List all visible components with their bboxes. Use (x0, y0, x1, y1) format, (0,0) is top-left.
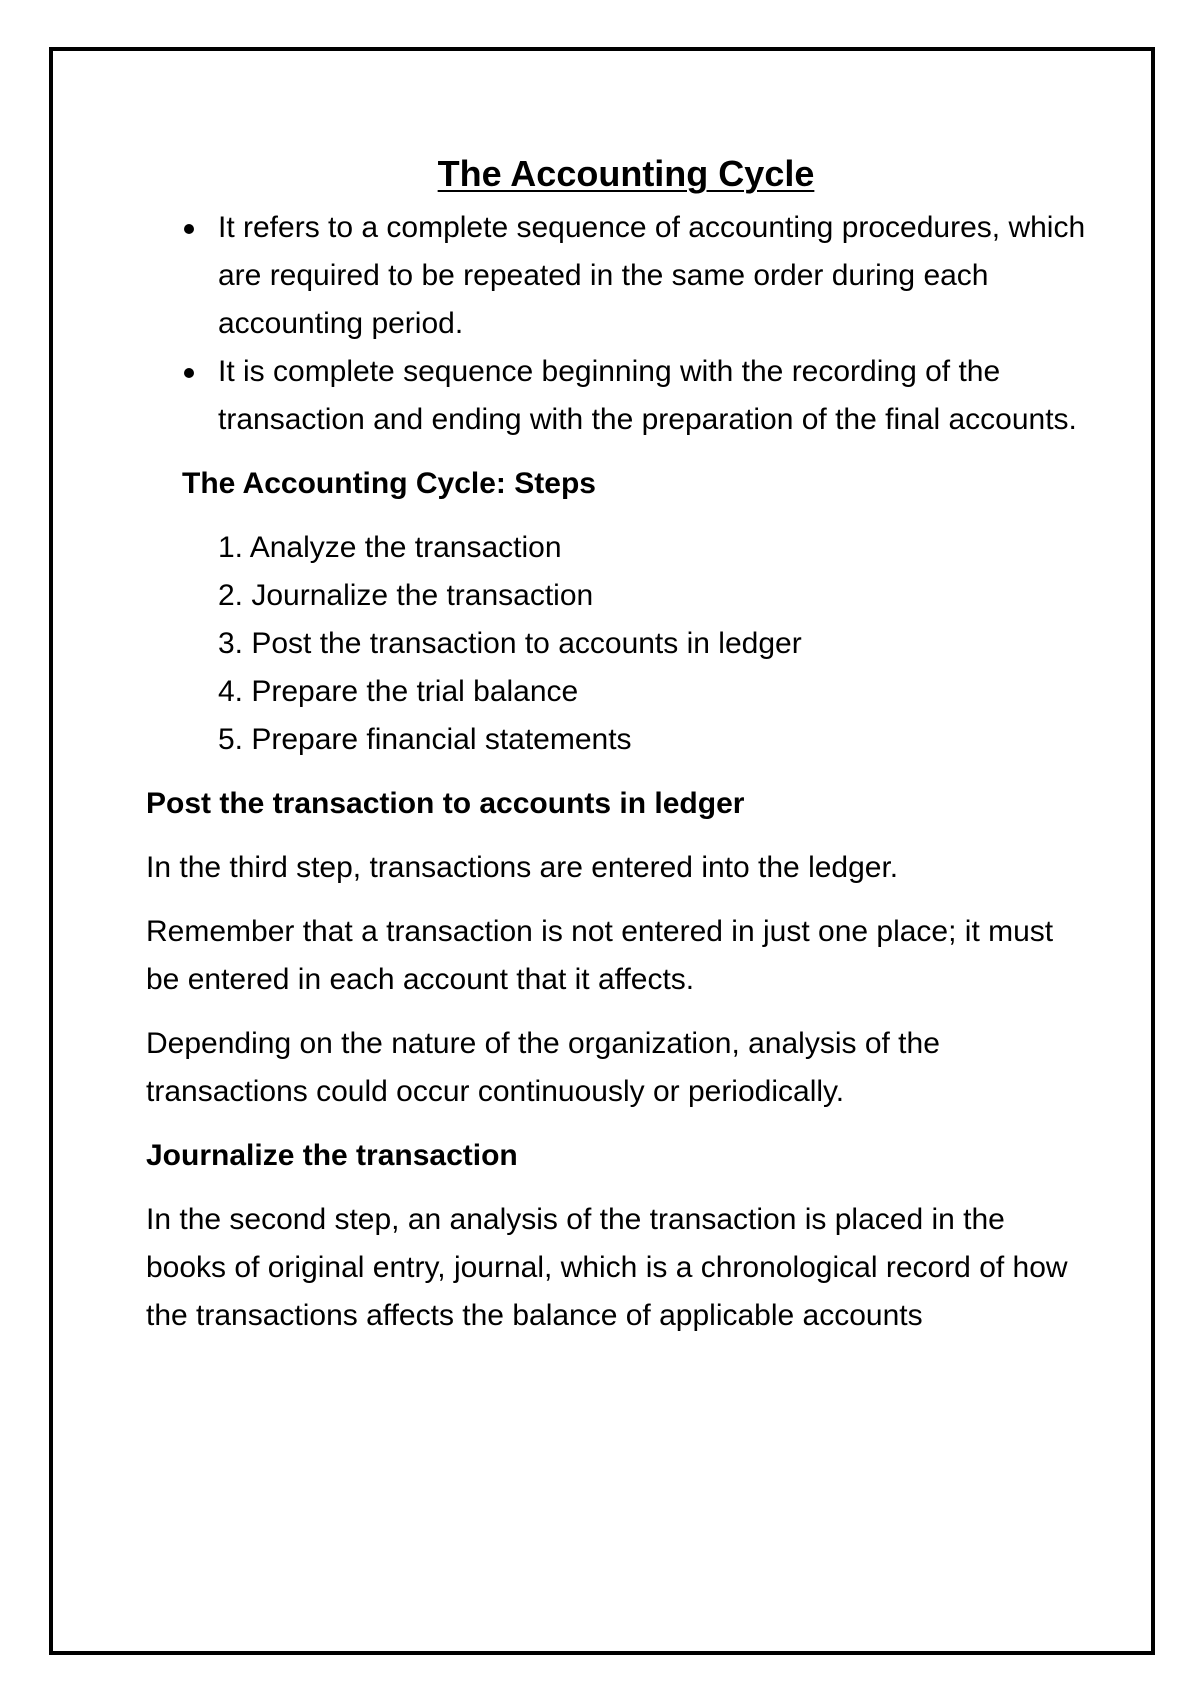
bullet-item: It is complete sequence beginning with the recording of the transaction and ending with the preparation of the final accounts. (218, 348, 1086, 444)
bullet-item: It refers to a complete sequence of accounting procedures, which are required to be repeated in the same order during each accounting period. (218, 204, 1086, 348)
paragraph: In the second step, an analysis of the transaction is placed in the books of original entry, journal, which is a chronological record of how the transactions affects the balance of applicable accounts (146, 1203, 1068, 1332)
paragraph: In the third step, transactions are entered into the ledger. (146, 851, 899, 884)
section-heading-post: Post the transaction to accounts in ledger (146, 787, 745, 820)
paragraph: Remember that a transaction is not entered in just one place; it must be entered in each account that it affects. (146, 915, 1054, 996)
step-item: 1. Analyze the transaction (218, 531, 562, 564)
step-item: 2. Journalize the transaction (218, 579, 594, 612)
section-heading-journalize: Journalize the transaction (146, 1139, 518, 1172)
steps-heading: The Accounting Cycle: Steps (182, 467, 596, 500)
document-content (146, 148, 1086, 1340)
page-title: The Accounting Cycle (437, 153, 815, 194)
step-item: 3. Post the transaction to accounts in ledger (218, 627, 802, 660)
step-item: 4. Prepare the trial balance (218, 675, 579, 708)
steps-list (218, 524, 1086, 764)
step-item: 5. Prepare financial statements (218, 723, 632, 756)
paragraph: Depending on the nature of the organization, analysis of the transactions could occur continuously or periodically. (146, 1027, 940, 1108)
intro-bullet-list (146, 204, 1086, 444)
